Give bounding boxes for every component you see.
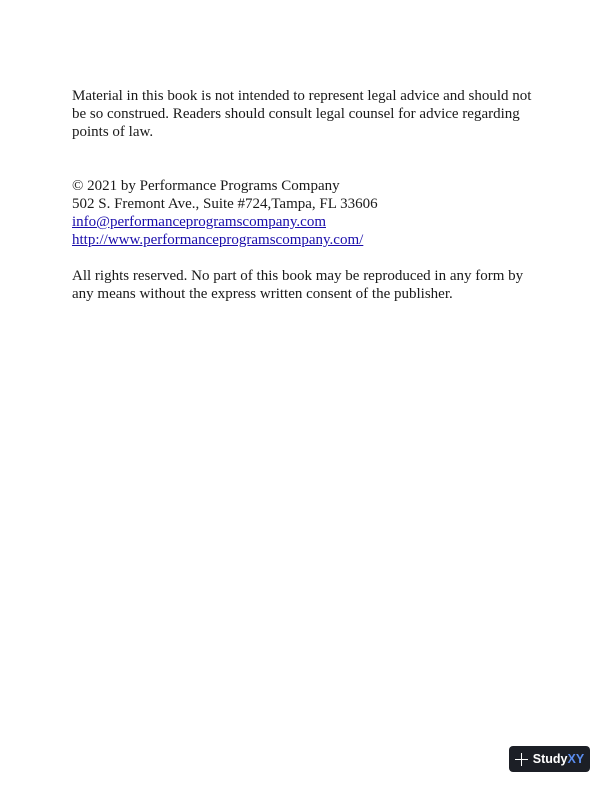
address-line: 502 S. Fremont Ave., Suite #724,Tampa, FL 33606 xyxy=(72,196,378,212)
studyxy-badge[interactable] xyxy=(509,746,590,772)
badge-brand-part2: XY xyxy=(567,752,585,766)
page-content xyxy=(72,87,542,303)
rights-statement: All rights reserved. No part of this book may be reproduced in any form by any means without the express written consent of the publisher. xyxy=(72,268,524,302)
copyright-line: © 2021 by Performance Programs Company xyxy=(72,178,340,194)
email-link[interactable]: info@performanceprogramscompany.com xyxy=(72,214,326,230)
plus-icon xyxy=(515,753,528,766)
legal-disclaimer: Material in this book is not intended to represent legal advice and should not be so construed. Readers should consult legal counsel for advice regarding points of law. xyxy=(72,88,532,140)
badge-brand xyxy=(533,752,584,766)
badge-brand-part1: Study xyxy=(532,752,568,766)
website-link[interactable]: http://www.performanceprogramscompany.com/ xyxy=(72,232,364,248)
publisher-info xyxy=(72,177,542,249)
